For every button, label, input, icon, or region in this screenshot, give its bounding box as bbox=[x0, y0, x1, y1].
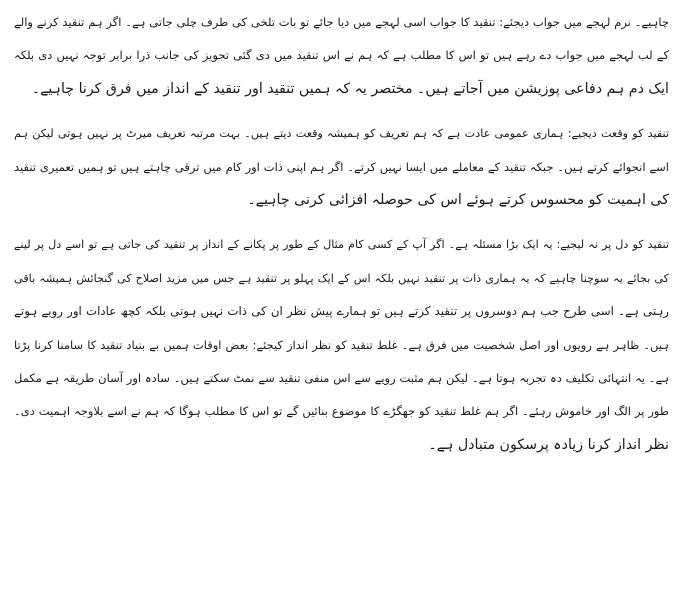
text-line: چاہیے۔ نرم لہجے میں جواب دیجئے: تنقید کا جواب اسی لہجے میں دیا جائے تو بات تلخی کی طرف چلی جاتی ہے۔ اگر ہم تنقید کرنے والے bbox=[14, 15, 669, 29]
text-line: ایک دم ہم دفاعی پوزیشن میں آجاتے ہیں۔ مختصر یہ کہ ہمیں تنقید اور تنقید کے انداز میں فرق کرنا چاہیے۔ bbox=[31, 80, 669, 97]
paragraph-soft-tone bbox=[14, 6, 669, 106]
text-line: رہتی ہے۔ اسی طرح جب ہم دوسروں پر تنقید کرتے ہیں تو ہمارے پیش نظر ان کی ذات نہیں ہوتی بلکہ کچھ عادات اور رویے ہوتے bbox=[14, 304, 669, 319]
text-line: نظر انداز کرنا زیادہ پرسکون متبادل ہے۔ bbox=[428, 436, 669, 453]
text-line: تنقید کو دل پر نہ لیجیے: یہ ایک بڑا مسئلہ ہے۔ اگر آپ کے کسی کام مثال کے طور پر پکانے کے انداز پر تنقید کی جاتی ہے تو اسے دل پر لینے bbox=[14, 238, 669, 252]
text-line: طور پر الگ اور خاموش رہئے۔ اگر ہم غلط تنقید کو جھگڑے کا موضوع بنائیں گے تو اس کا مطلب ہوگا کہ ہم نے اسے بلاوجہ اہمیت دی۔ bbox=[14, 404, 669, 419]
text-line: تنقید کو وقعت دیجیے: ہماری عمومی عادت ہے کہ ہم تعریف کو ہمیشہ وقعت دیتے ہیں۔ بہت مرتبہ تعریف میرٹ پر نہیں ہوتی لیکن ہم bbox=[14, 127, 669, 141]
paragraph-dont-take-to-heart bbox=[14, 228, 669, 462]
text-line: اسے انجوائے کرتے ہیں۔ جبکہ تنقید کے معاملے میں ایسا نہیں کرتے۔ اگر ہم اپنی ذات اور کام میں ترقی چاہتے ہیں تو ہمیں تعمیری تنقید bbox=[14, 159, 669, 174]
text-line: کی بجائے یہ سوچنا چاہیے کہ یہ ہماری ذات پر تنقید نہیں بلکہ اس کے ایک پہلو پر تنقید ہے جس میں مزید اصلاح کی گنجائش ہمیشہ باقی bbox=[14, 271, 669, 285]
text-line: ہے۔ یہ انتہائی تکلیف دہ تجربہ ہوتا ہے۔ لیکن ہم مثبت رویے سے اس منفی تنقید سے نمٹ سکتے ہیں۔ سادہ اور آسان طریقہ ہے مکمل bbox=[14, 370, 669, 385]
text-line: ہیں۔ ظاہر ہے رویوں اور اصل شخصیت میں فرق ہے۔ غلط تنقید کو نظر انداز کیجئے: بعض اوقات ہمیں بے بنیاد تنقید کا سامنا کرنا پڑتا bbox=[14, 337, 669, 352]
urdu-text-page bbox=[14, 6, 669, 596]
text-line: کے لب لہجے میں جواب دے رہے ہیں تو اس کا مطلب ہے کہ ہم نے اس تنقید میں دی گئی تجویز کی جانب ذرا برابر توجہ نہیں دی بلکہ bbox=[14, 48, 669, 63]
text-line: کی اہمیت کو محسوس کرتے ہوئے اس کی حوصلہ افزائی کرنی چاہیے۔ bbox=[247, 191, 669, 208]
paragraph-value-criticism bbox=[14, 117, 669, 217]
